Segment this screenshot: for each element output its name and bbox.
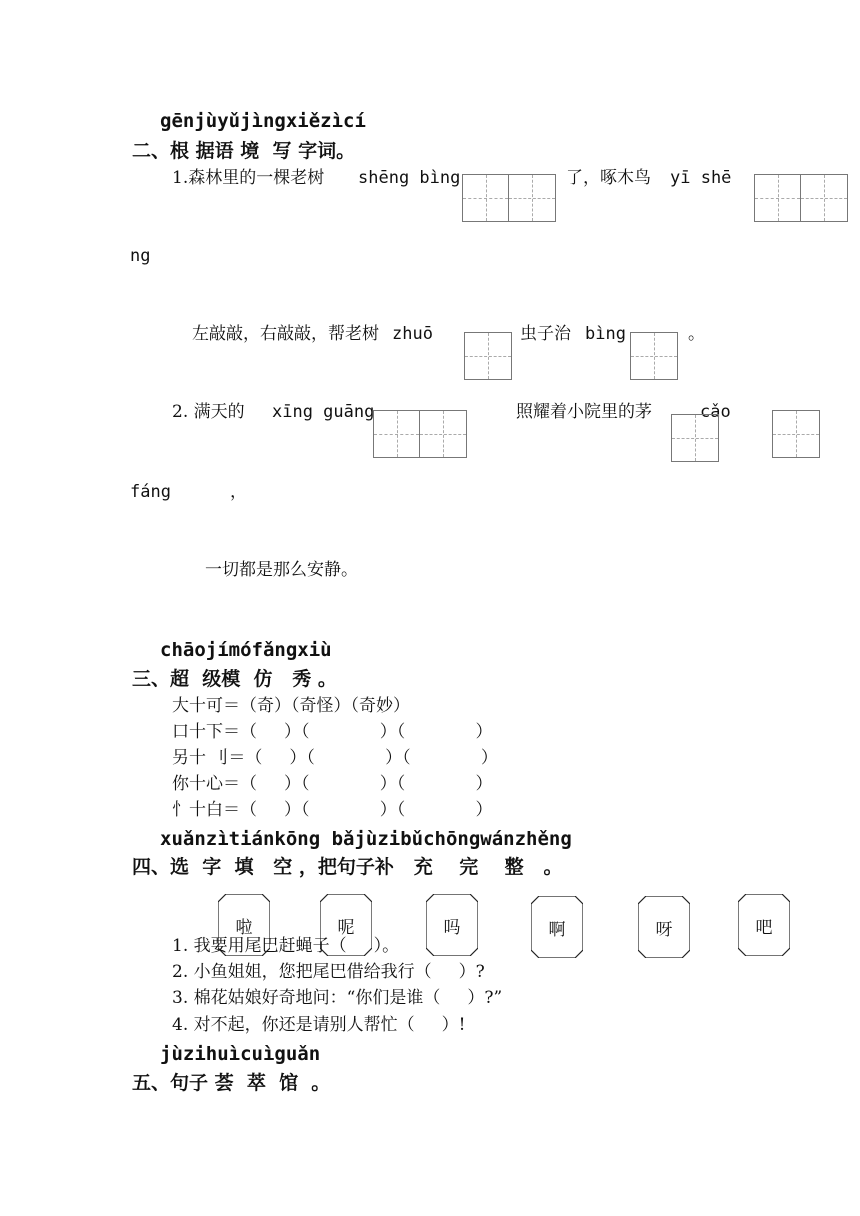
q2-answer-grid-1[interactable]	[373, 410, 467, 458]
q1-answer-grid-3[interactable]	[464, 332, 512, 380]
q1-answer-grid-2[interactable]	[754, 174, 848, 222]
q1-end: 。	[688, 324, 705, 344]
section3-pinyin: chāojímófǎngxiù	[160, 639, 332, 661]
section2-pinyin: gēnjùyǔjìngxiězìcí	[160, 110, 366, 132]
section3-row: 你十心＝（ ）（ ）（ ）	[172, 774, 493, 794]
q1-pinyin-3: zhuō	[392, 324, 433, 344]
q1-line2-text: 左敲敲，右敲敲，帮老树	[192, 324, 379, 344]
q1-pinyin-1: shēng bìng	[358, 168, 461, 188]
section3-row: 口十下＝（ ）（ ）（ ）	[172, 722, 493, 742]
q1-pinyin-2-cont: ng	[130, 246, 151, 266]
q2-answer-grid-2[interactable]	[671, 414, 719, 462]
section3-row: 忄十白＝（ ）（ ）（ ）	[172, 800, 493, 820]
q1-pinyin-2: yī shē	[670, 168, 732, 188]
q1-text-after-1: 了，啄木鸟	[566, 168, 651, 188]
section4-sentence: 4. 对不起，你还是请别人帮忙（ ）!	[172, 1015, 466, 1035]
q2-comma: ，	[230, 482, 247, 502]
section3-row: 另十 刂＝（ ）（ ）（ ）	[172, 748, 498, 768]
q2-mid-text: 照耀着小院里的茅	[516, 402, 652, 422]
section4-heading: 四、选 字 填 空 ，把句子补 充 完 整 。	[132, 856, 563, 878]
q2-pinyin-2: cǎo	[700, 402, 731, 422]
section4-pinyin: xuǎnzìtiánkōng bǎjùzibǔchōngwánzhěng	[160, 828, 572, 850]
section2-heading: 二、根 据语 境 写 字词。	[132, 140, 356, 162]
option-ma-badge[interactable]: 吗	[426, 894, 478, 956]
section3-row: 大十可＝（奇）（奇怪）（奇妙）	[172, 696, 410, 716]
option-ya-badge[interactable]: 呀	[638, 896, 690, 958]
q2-pinyin-1: xīng guāng	[272, 402, 375, 422]
q2-pinyin-3: fáng	[130, 482, 171, 502]
q1-mid-text: 虫子治	[520, 324, 571, 344]
q2-answer-grid-3[interactable]	[772, 410, 820, 458]
q1-pinyin-4: bìng	[585, 324, 626, 344]
option-ne-badge[interactable]: 呢	[320, 894, 372, 956]
section5-heading: 五、句子 荟 萃 馆 。	[132, 1072, 331, 1094]
q2-end-text: 一切都是那么安静。	[205, 560, 358, 580]
q1-text-start: 1.森林里的一棵老树	[172, 168, 325, 188]
option-ba-badge[interactable]: 吧	[738, 894, 790, 956]
q1-answer-grid-4[interactable]	[630, 332, 678, 380]
section4-sentence: 2. 小鱼姐姐，您把尾巴借给我行（ ）?	[172, 962, 485, 982]
section4-sentence: 1. 我要用尾巴赶蝇子（ ）。	[172, 936, 400, 956]
q1-answer-grid-1[interactable]	[462, 174, 556, 222]
option-a-badge[interactable]: 啊	[531, 896, 583, 958]
section5-pinyin: jùzihuìcuìguǎn	[160, 1043, 321, 1065]
section4-sentence: 3. 棉花姑娘好奇地问：“你们是谁（ ）?”	[172, 988, 503, 1008]
section3-heading: 三、超 级模 仿 秀 。	[132, 668, 337, 690]
q2-text: 2. 满天的	[172, 402, 245, 422]
option-la-badge[interactable]: 啦	[218, 894, 270, 956]
